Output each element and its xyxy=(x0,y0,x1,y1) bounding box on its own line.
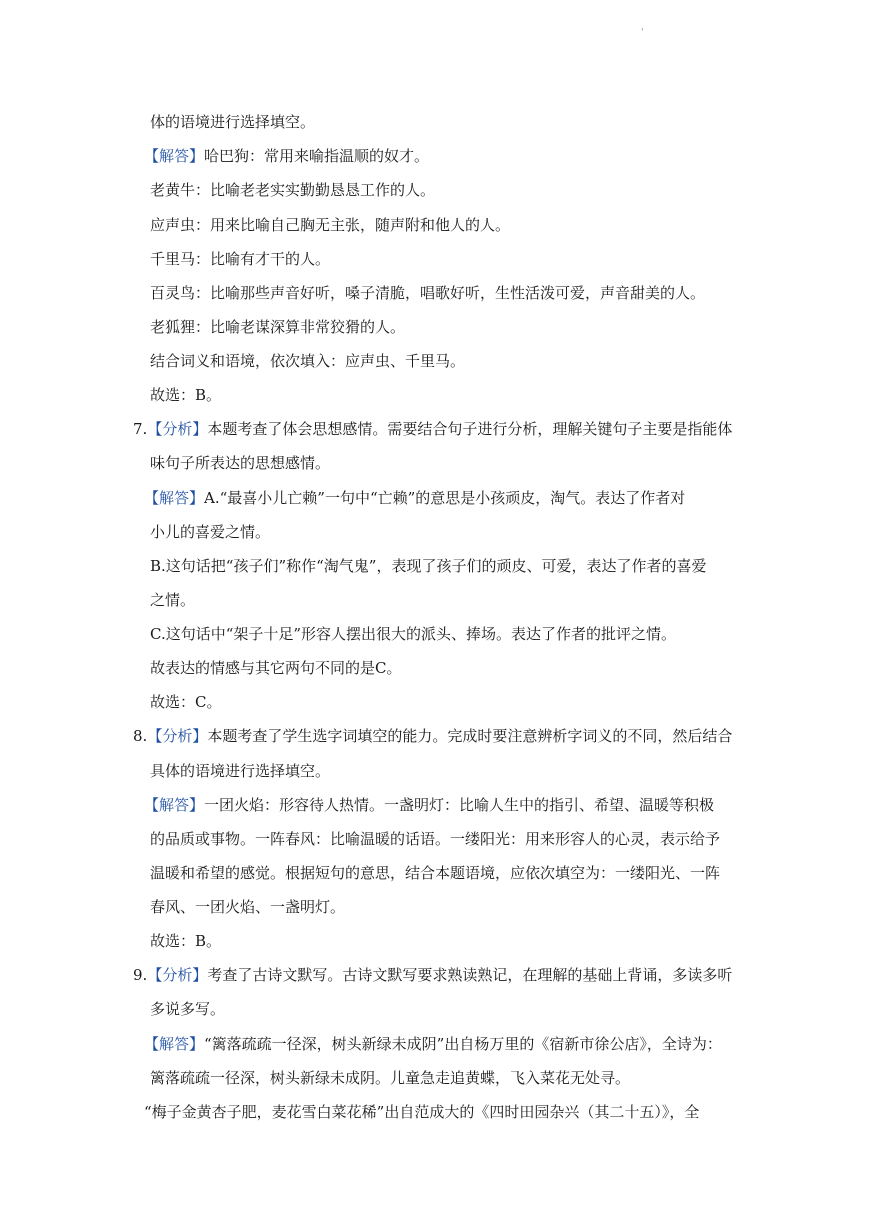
analysis-tag: 【分析】 xyxy=(147,727,208,745)
text-line: 故选：B。 xyxy=(150,932,222,950)
answer-line: 【解答】“篱落疏疏一径深，树头新绿未成阴”出自杨万里的《宿新市徐公店》，全诗为： xyxy=(144,1035,722,1053)
text-line: 故表达的情感与其它两句不同的是C。 xyxy=(150,659,402,677)
answer-tag: 【解答】 xyxy=(144,1035,205,1053)
text-line: 温暖和希望的感觉。根据短句的意思，结合本题语境，应依次填空为：一缕阳光、一阵 xyxy=(150,864,721,882)
question-number: 9. xyxy=(133,966,148,984)
question-number: 7. xyxy=(133,420,148,438)
question-number: 8. xyxy=(133,727,148,745)
text-line: 故选：B。 xyxy=(150,386,222,404)
text-line: 小儿的喜爱之情。 xyxy=(150,523,271,541)
header-mark: ' xyxy=(641,28,644,38)
text-line: 春风、一团火焰、一盏明灯。 xyxy=(150,898,346,916)
text-line: 体的语境进行选择填空。 xyxy=(150,113,316,131)
answer-line: 【解答】一团火焰：形容待人热情。一盏明灯：比喻人生中的指引、希望、温暖等积极 xyxy=(144,796,715,814)
text-line: 老狐狸：比喻老谋深算非常狡猾的人。 xyxy=(150,318,406,336)
text-line: C.这句话中“架子十足”形容人摆出很大的派头、捧场。表达了作者的批评之情。 xyxy=(150,625,677,643)
question-8-analysis: 8.【分析】本题考查了学生选字词填空的能力。完成时要注意辨析字词义的不同，然后结合 xyxy=(133,727,733,745)
text-line: 味句子所表达的思想感情。 xyxy=(150,454,331,472)
text-line: 之情。 xyxy=(150,591,196,609)
text-line: 千里马：比喻有才干的人。 xyxy=(150,250,331,268)
text-line: 应声虫：用来比喻自己胸无主张，随声附和他人的人。 xyxy=(150,216,511,234)
text-line: “梅子金黄杏子肥，麦花雪白菜花稀”出自范成大的《四时田园杂兴（其二十五）》，全 xyxy=(144,1103,700,1121)
answer-tag: 【解答】 xyxy=(144,796,205,814)
question-7-analysis: 7.【分析】本题考查了体会思想感情。需要结合句子进行分析，理解关键句子主要是指能体 xyxy=(133,420,733,438)
text-line: 故选：C。 xyxy=(150,693,222,711)
answer-line: 【解答】哈巴狗：常用来喻指温顺的奴才。 xyxy=(144,147,430,165)
question-9-analysis: 9.【分析】考查了古诗文默写。古诗文默写要求熟读熟记，在理解的基础上背诵，多读多听 xyxy=(133,966,733,984)
text-line: 的品质或事物。一阵春风：比喻温暖的话语。一缕阳光：用来形容人的心灵，表示给予 xyxy=(150,830,721,848)
text-line: 篱落疏疏一径深，树头新绿未成阴。儿童急走追黄蝶，飞入菜花无处寻。 xyxy=(150,1069,631,1087)
answer-line: 【解答】A.“最喜小儿亡赖”一句中“亡赖”的意思是小孩顽皮，淘气。表达了作者对 xyxy=(144,489,686,507)
answer-tag: 【解答】 xyxy=(144,147,205,165)
text-line: 多说多写。 xyxy=(150,1000,226,1018)
text-line: 结合词义和语境，依次填入：应声虫、千里马。 xyxy=(150,352,466,370)
analysis-tag: 【分析】 xyxy=(147,966,208,984)
analysis-tag: 【分析】 xyxy=(147,420,208,438)
text-line: 百灵鸟：比喻那些声音好听，嗓子清脆，唱歌好听，生性活泼可爱，声音甜美的人。 xyxy=(150,284,706,302)
text-line: 老黄牛：比喻老老实实勤勤恳恳工作的人。 xyxy=(150,181,436,199)
answer-tag: 【解答】 xyxy=(144,489,205,507)
text-line: 具体的语境进行选择填空。 xyxy=(150,762,331,780)
text-line: B.这句话把“孩子们”称作“淘气鬼”，表现了孩子们的顽皮、可爱，表达了作者的喜爱 xyxy=(150,557,707,575)
